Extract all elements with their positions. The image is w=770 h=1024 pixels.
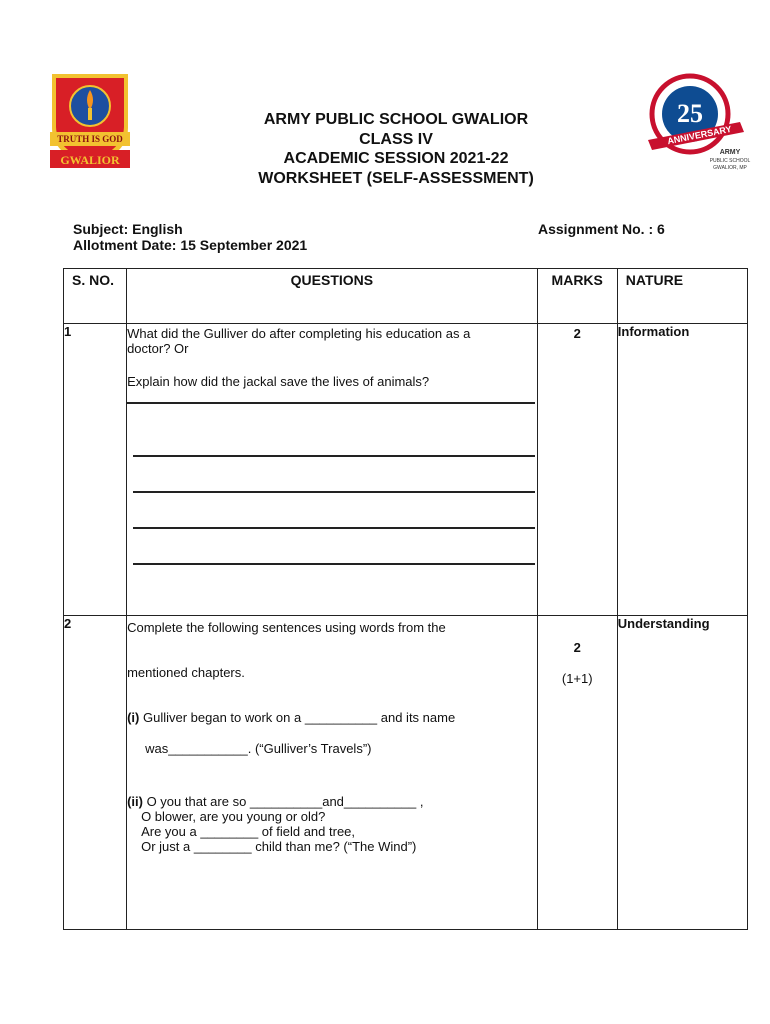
school-crest-logo bbox=[42, 66, 138, 174]
question-text: O blower, are you young or old? bbox=[141, 809, 326, 824]
part-i bbox=[127, 710, 537, 725]
question-text: was___________. (“Gulliver’s Travels”) bbox=[145, 741, 372, 756]
header-sno: S. NO. bbox=[64, 269, 127, 324]
assignment-number: Assignment No. : 6 bbox=[538, 221, 665, 237]
answer-line bbox=[133, 563, 535, 565]
question-cell bbox=[127, 324, 538, 616]
marks-value: 2 bbox=[573, 640, 581, 655]
svg-text:25: 25 bbox=[677, 99, 703, 128]
row-number: 1 bbox=[64, 324, 127, 616]
part-label: (i) bbox=[127, 710, 140, 725]
question-text: Or just a ________ child than me? (“The Wind”) bbox=[141, 839, 417, 854]
question-cell bbox=[127, 616, 538, 930]
answer-line bbox=[127, 402, 535, 404]
subject-label: Subject: English bbox=[73, 221, 183, 237]
marks-cell bbox=[537, 616, 617, 930]
answer-line bbox=[133, 491, 535, 493]
row-number: 2 bbox=[64, 616, 127, 930]
table-row bbox=[64, 324, 748, 616]
part-label: (ii) bbox=[127, 794, 143, 809]
worksheet-header bbox=[190, 110, 602, 188]
marks-value: 2 bbox=[573, 326, 581, 341]
question-text: Complete the following sentences using words from the bbox=[127, 620, 446, 635]
allotment-date: Allotment Date: 15 September 2021 bbox=[73, 237, 308, 253]
header-questions: QUESTIONS bbox=[127, 269, 538, 324]
header-marks: MARKS bbox=[537, 269, 617, 324]
svg-text:ARMY: ARMY bbox=[719, 149, 741, 156]
answer-line bbox=[133, 455, 535, 457]
question-text: O you that are so __________and__________ , bbox=[142, 794, 424, 809]
table-header-row bbox=[64, 269, 748, 324]
svg-text:TRUTH IS GOD: TRUTH IS GOD bbox=[57, 134, 123, 144]
svg-text:GWALIOR: GWALIOR bbox=[60, 153, 120, 167]
part-ii bbox=[127, 794, 537, 809]
marks-cell bbox=[537, 324, 617, 616]
answer-line bbox=[133, 527, 535, 529]
question-text: What did the Gulliver do after completing his education as a bbox=[127, 326, 471, 341]
table-row bbox=[64, 616, 748, 930]
question-text: mentioned chapters. bbox=[127, 665, 245, 680]
question-text: Explain how did the jackal save the lives of animals? bbox=[127, 374, 430, 389]
school-name: ARMY PUBLIC SCHOOL GWALIOR bbox=[263, 111, 529, 128]
question-text: doctor? Or bbox=[127, 341, 189, 356]
worksheet-title: WORKSHEET (SELF-ASSESSMENT) bbox=[258, 169, 534, 187]
nature-cell: Understanding bbox=[617, 616, 747, 930]
svg-text:GWALIOR, MP: GWALIOR, MP bbox=[713, 165, 747, 171]
question-text: Are you a ________ of field and tree, bbox=[141, 824, 356, 839]
worksheet-table bbox=[63, 268, 748, 930]
class-name: CLASS IV bbox=[359, 130, 433, 148]
svg-text:ANNIVERSARY: ANNIVERSARY bbox=[666, 123, 733, 147]
nature-cell: Information bbox=[617, 324, 747, 616]
question-text: Gulliver began to work on a __________ and its name bbox=[139, 710, 456, 725]
academic-session: ACADEMIC SESSION 2021-22 bbox=[283, 150, 509, 167]
header-nature: NATURE bbox=[617, 269, 747, 324]
svg-text:PUBLIC SCHOOL: PUBLIC SCHOOL bbox=[709, 158, 751, 164]
anniversary-25-logo bbox=[644, 70, 756, 176]
marks-split: (1+1) bbox=[561, 671, 593, 686]
